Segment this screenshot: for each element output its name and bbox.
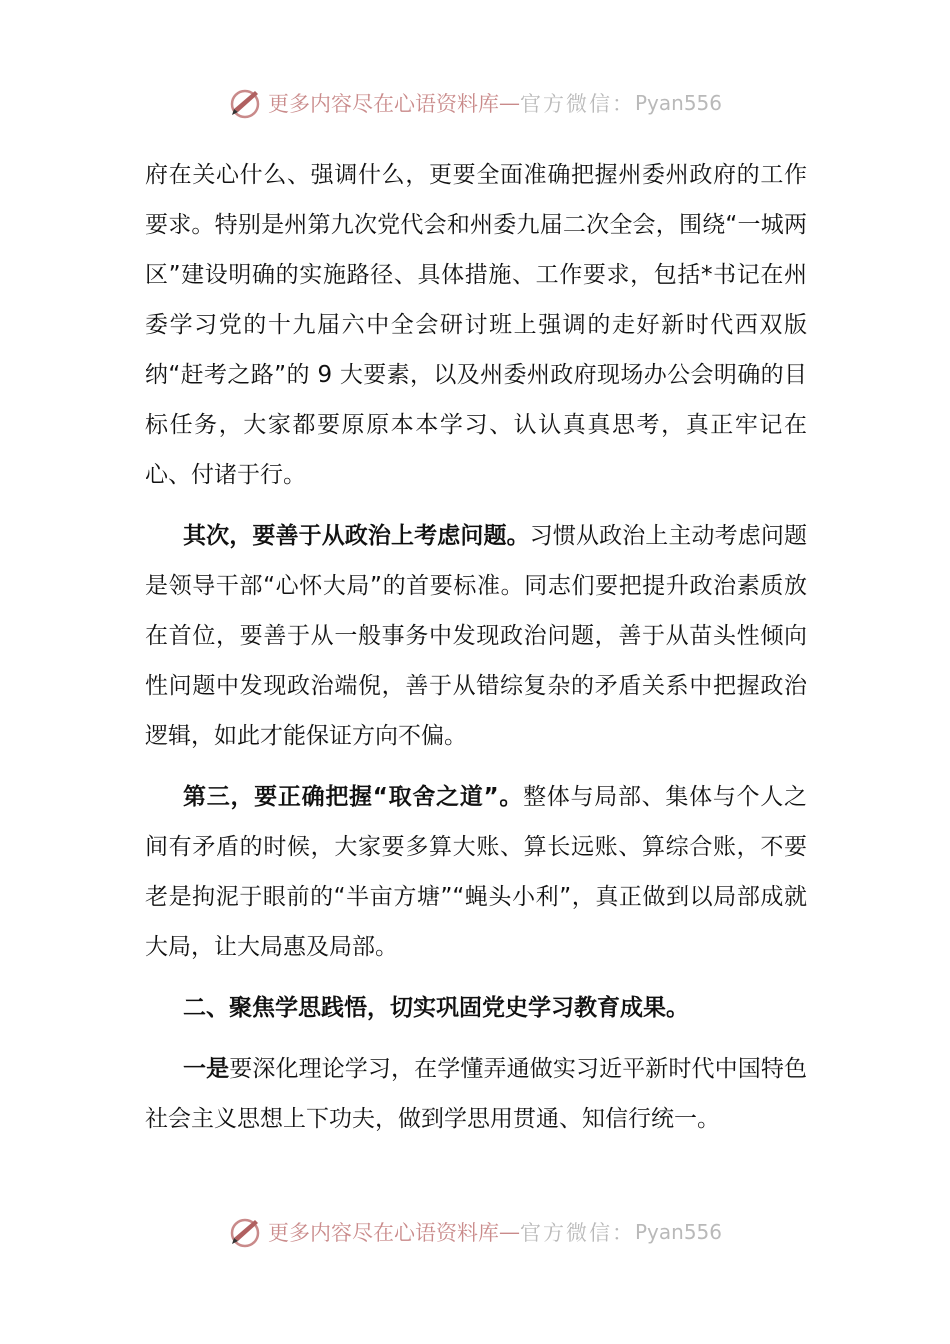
paragraph-second-point [145, 511, 807, 761]
watermark-label: 官方微信： [519, 1221, 635, 1245]
paragraph-third-point [145, 772, 807, 972]
pen-circle-logo-icon [228, 85, 264, 121]
paragraph-first-item [145, 1044, 807, 1144]
watermark-main-text: 更多内容尽在心语资料库 [267, 1221, 499, 1245]
watermark-handle: Pyan556 [634, 91, 722, 115]
watermark-dash: — [498, 1220, 520, 1244]
footer-watermark [0, 1212, 950, 1252]
section-heading [145, 983, 807, 1033]
document-body [145, 150, 807, 1155]
section-heading-text: 二、聚焦学思践悟，切实巩固党史学习教育成果。 [183, 995, 689, 1021]
paragraph-continuation [145, 150, 807, 500]
watermark-dash: — [498, 91, 520, 115]
watermark-handle: Pyan556 [634, 1220, 722, 1244]
paragraph-text: 习惯从政治上主动考虑问题是领导干部“心怀大局”的首要标准。同志们要把提升政治素质放在首位，要善于从一般事务中发现政治问题，善于从苗头性倾向性问题中发现政治端倪，善于从错综复杂的矛盾关系中把握政治逻辑，如此才能保证方向不偏。 [145, 523, 808, 749]
watermark-main-text: 更多内容尽在心语资料库 [267, 92, 499, 116]
paragraph-lead: 一是 [183, 1056, 230, 1082]
watermark-label: 官方微信： [519, 92, 635, 116]
paragraph-lead: 第三，要正确把握“取舍之道”。 [183, 784, 524, 810]
pen-circle-logo-icon [228, 1214, 264, 1250]
paragraph-text: 府在关心什么、强调什么，更要全面准确把握州委州政府的工作要求。特别是州第九次党代会和州委九届二次全会，围绕“一城两区”建设明确的实施路径、具体措施、工作要求，包括*书记在州委学习党的十九届六中全会研讨班上强调的走好新时代西双版纳“赶考之路”的 9 大要素，以及州委州政府现场办公会明确的目标任务，大家都要原原本本学习、认认真真思考，真正牢记在心、付诸于行。 [145, 162, 807, 488]
paragraph-lead: 其次，要善于从政治上考虑问题。 [183, 523, 530, 549]
header-watermark [0, 83, 950, 123]
paragraph-text: 要深化理论学习，在学懂弄通做实习近平新时代中国特色社会主义思想上下功夫，做到学思用贯通、知信行统一。 [145, 1056, 808, 1132]
paragraph-text: 整体与局部、集体与个人之间有矛盾的时候，大家要多算大账、算长远账、算综合账，不要老是拘泥于眼前的“半亩方塘”“蝇头小利”，真正做到以局部成就大局，让大局惠及局部。 [145, 784, 808, 960]
